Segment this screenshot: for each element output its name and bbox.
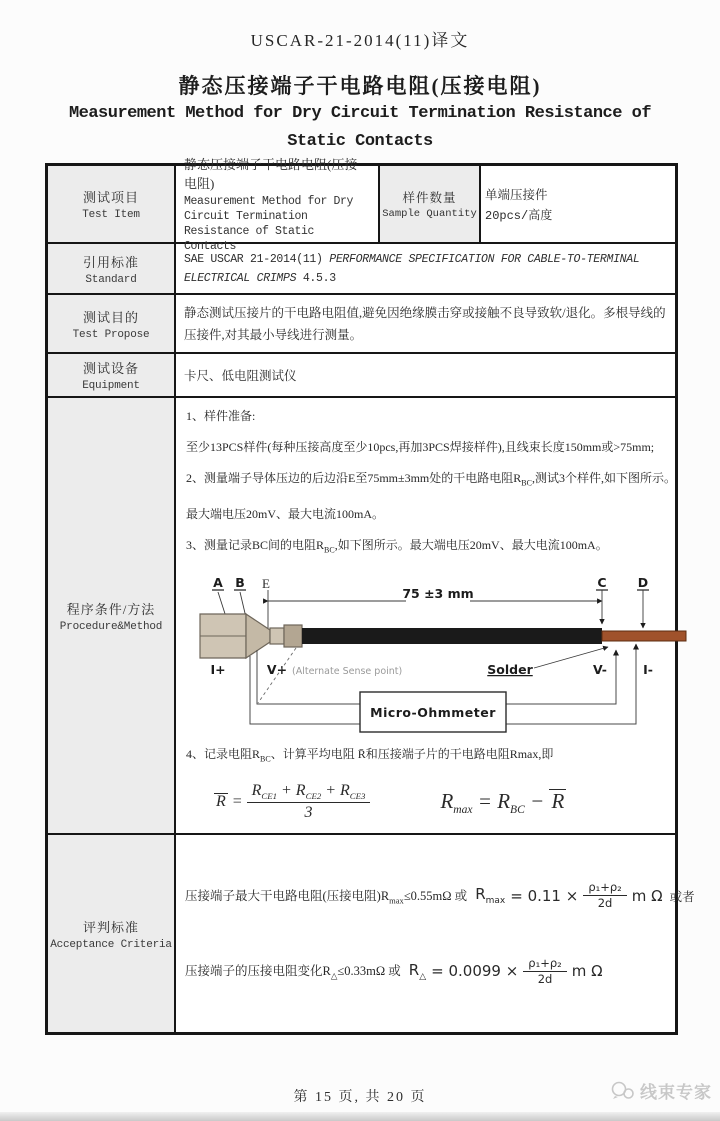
row-acceptance-criteria [48, 835, 695, 1032]
row-equipment [48, 354, 675, 398]
cell-sample-quantity-value [481, 166, 675, 242]
acceptance-rule-2 [185, 957, 695, 986]
test-purpose-text: 静态测试压接片的干电路电阻值,避免因绝缘膜击穿或接触不良导致软/退化。多根导线的压接件,对其最小导线进行测量。 [184, 305, 666, 342]
label-test-item-zh: 测试项目 [82, 190, 139, 205]
dimension-label: 75 ±3 mm [402, 585, 474, 601]
copper-wire [602, 631, 686, 641]
rbar: R [216, 792, 226, 810]
step3-post: ,如下图所示。最大端电压20mV、最大电流100mA。 [334, 538, 608, 553]
step2-pre: 2、测量端子导体压边的后边沿E至75mm±3mm处的干电路电阻R [186, 471, 522, 485]
label-test-purpose [48, 295, 176, 352]
terminal-graphic [200, 614, 302, 658]
step2-post: ,测试3个样件,如下图所示。 [531, 471, 676, 485]
wire-v-plus [257, 650, 360, 704]
watermark-text: 线束专家 [640, 1083, 712, 1102]
i-minus-label: I- [643, 661, 653, 677]
procedure-step-1 [186, 408, 688, 424]
label-equipment-zh: 测试设备 [82, 361, 139, 376]
standard-pre: SAE USCAR 21-2014(11) [184, 252, 330, 266]
alternate-sense-label: (Alternate Sense point) [292, 665, 403, 677]
step4-sub: BC [260, 754, 271, 764]
f2-fraction: $\frac{\text{ρ₁+ρ₂}}{2d}$ [523, 957, 566, 986]
acceptance-rule-1-or: 或者 [669, 889, 695, 904]
rbar: R [551, 788, 565, 813]
standard-text [184, 250, 667, 288]
micro-ohmmeter-label: Micro-Ohmmeter [370, 704, 496, 720]
row-standard [48, 244, 675, 295]
label-standard-en: Standard [85, 273, 137, 286]
point-c-label: C [597, 574, 607, 590]
page-title-en-line2: Static Contacts [287, 132, 433, 151]
watermark [610, 1078, 712, 1103]
label-procedure [48, 398, 176, 833]
step1-text: 1、样件准备: [186, 409, 256, 423]
cell-procedure [176, 398, 694, 833]
point-d-label: D [637, 574, 649, 590]
f2-symbol: $R_\triangle$ [408, 960, 427, 982]
page-title-en [0, 100, 720, 156]
step4-post: 、计算平均电阻 R̄和压接端子片的干电路电阻Rmax,即 [270, 746, 554, 761]
point-b-label: B [235, 574, 245, 590]
sample-value-line1: 单端压接件 [485, 188, 548, 202]
wire-v-minus [506, 650, 616, 704]
page-number: 第 15 页, 共 20 页 [293, 1090, 427, 1105]
acceptance-rule-2-text: 压接端子的压接电阻变化$R_\triangle\le 0.33m\Omega$ 或 [185, 963, 401, 981]
denominator: 3 [304, 804, 313, 822]
v-plus-label: V+ [266, 661, 288, 677]
scan-bottom-edge [0, 1112, 720, 1121]
procedure-step-1-detail [186, 439, 688, 455]
f1-fraction: $\frac{\text{ρ₁+ρ₂}}{2d}$ [583, 881, 626, 910]
procedure-formulas [214, 782, 688, 822]
cell-standard [176, 244, 675, 293]
label-procedure-zh: 程序条件/方法 [66, 601, 156, 617]
label-sample-quantity-en: Sample Quantity [382, 208, 477, 220]
i-plus-label: I+ [210, 661, 226, 677]
page-title-en-line1: Measurement Method for Dry Circuit Termination Resistance of [68, 104, 652, 123]
procedure-step-3 [186, 537, 688, 558]
step1-detail-text: 至少13PCS样件(每种压接高度至少10pcs,再加3PCS焊接样件),且线束长度150mm或>75mm; [186, 440, 655, 454]
cell-equipment [176, 354, 675, 396]
step2-sub: BC [521, 478, 532, 488]
cable-insulation [302, 628, 602, 644]
procedure-step-4 [186, 746, 688, 767]
row-test-purpose [48, 295, 675, 354]
procedure-step-2 [186, 470, 688, 491]
equipment-text: 卡尺、低电阻测试仪 [184, 369, 297, 383]
label-acceptance-criteria [48, 835, 176, 1032]
formula-average-resistance [214, 782, 370, 822]
insulation-crimp-ring [284, 625, 302, 647]
label-equipment-en: Equipment [82, 380, 140, 392]
standard-clause: 4.5.3 [296, 271, 336, 285]
step4-pre: 4、记录电阻R [186, 746, 261, 761]
acceptance-rule-1-formula: $R_{max}$ = 0.11 × $\frac{\text{ρ₁+ρ₂}}{2d}$ m Ω [475, 880, 663, 911]
label-acceptance-zh: 评判标准 [82, 919, 139, 935]
acceptance-rule-1 [185, 881, 695, 910]
label-procedure-en: Procedure&Method [59, 620, 163, 633]
label-standard [48, 244, 176, 293]
sample-value-line2: 20pcs/高度 [485, 209, 553, 223]
fraction [247, 782, 371, 822]
point-e-label: E [262, 575, 270, 591]
doc-reference: USCAR-21-2014(11)译文 [250, 31, 470, 50]
measurement-setup-diagram [188, 574, 688, 742]
numerator: $R_{CE1} + R_{CE2} + R_{CE3}$ [247, 782, 371, 803]
label-sample-quantity [380, 166, 481, 242]
label-test-purpose-zh: 测试目的 [82, 309, 139, 325]
procedure-step-2-limits [186, 506, 688, 522]
test-item-en2: Resistance of Static Contacts [184, 225, 315, 253]
step3-sub: BC [324, 545, 335, 555]
cell-test-purpose [176, 295, 675, 352]
label-test-item [48, 166, 176, 242]
label-test-purpose-en: Test Propose [72, 328, 150, 341]
spec-table [45, 157, 695, 1035]
step2-limits-text: 最大端电压20mV、最大电流100mA。 [186, 507, 385, 522]
page-title-zh: 静态压接端子干电路电阻(压接电阻) [178, 74, 542, 98]
acceptance-rule-1-text: 压接端子最大干电路电阻(压接电阻)$R_{max}\le 0.55m\Omega$ 或 [185, 889, 468, 906]
conductor-crimp [270, 628, 284, 644]
test-item-en1: Measurement Method for Dry Circuit Termination [184, 195, 354, 223]
row-test-item [48, 157, 675, 253]
step3-pre: 3、测量记录BC间的电阻R [186, 538, 325, 553]
label-equipment [48, 354, 176, 396]
test-item-zh: 静态压接端子干电路电阻(压接电阻) [184, 157, 358, 191]
equals-sign: = [231, 792, 243, 810]
label-acceptance-en: Acceptance Criteria [50, 938, 172, 951]
acceptance-rule-2-formula: $R_\triangle$ = 0.0099 × $\frac{\text{ρ₁+ρ₂}}{2d}$ m Ω [408, 955, 603, 986]
f1-symbol: $R_{max}$ [475, 885, 506, 907]
formula-rmax: $R_{max} = R_{BC} - R$ [440, 788, 565, 816]
point-a-label: A [213, 574, 223, 590]
row-procedure [48, 398, 675, 835]
cell-test-item-content [176, 157, 380, 253]
label-sample-quantity-zh: 样件数量 [402, 191, 457, 205]
label-test-item-en: Test Item [82, 209, 140, 221]
solder-label: Solder [487, 661, 533, 677]
watermark-logo-icon [610, 1081, 636, 1101]
standard-spec-name: PERFORMANCE SPECIFICATION FOR CABLE-TO-TERMINAL ELECTRICAL CRIMPS [184, 252, 640, 285]
label-standard-zh: 引用标准 [82, 254, 139, 270]
v-minus-label: V- [593, 661, 607, 677]
cell-acceptance-criteria [176, 835, 701, 1032]
